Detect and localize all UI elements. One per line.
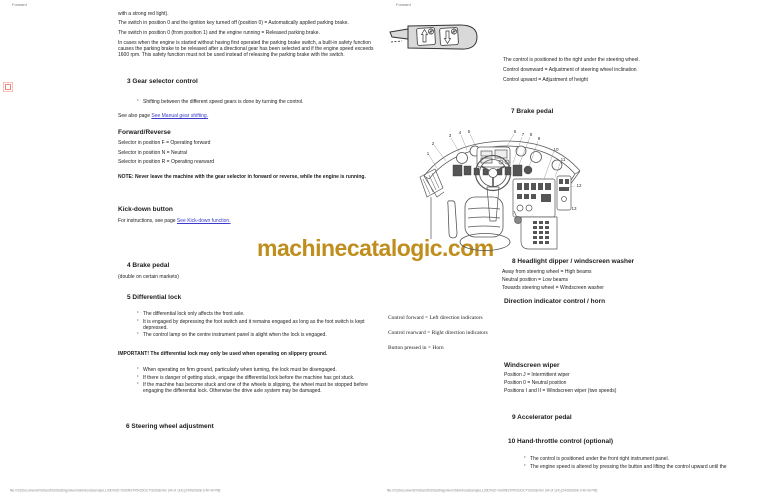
cab-interior-diagram bbox=[417, 121, 593, 253]
callout-number: 12 bbox=[576, 183, 582, 188]
kick-down-prefix: For instructions, see page bbox=[118, 218, 177, 224]
list-item: · The control is positioned under the front right instrument panel. bbox=[524, 456, 756, 462]
gauge bbox=[457, 153, 468, 164]
heading-brake-pedal-4: 4 Brake pedal bbox=[127, 262, 170, 269]
selector-r-line: Selector in position R = Operating rearward bbox=[118, 159, 215, 165]
seat-back-lines bbox=[468, 208, 500, 227]
wheel-hub bbox=[489, 169, 498, 178]
heading-brake-pedal-7: 7 Brake pedal bbox=[511, 108, 554, 115]
brake-pedal-subnote: (double on certain markets) bbox=[118, 274, 179, 280]
footer-path-left: file:///C|/Documents%20and%20Settings/Hem/Skrivbord/sampleL120D%20-%20INSTR%20OCT%2008.htm (44 of 114) [24/09/2008 3:40:49 PM] bbox=[10, 488, 221, 493]
see-also-line bbox=[118, 113, 380, 119]
callout-number: 5 bbox=[467, 129, 471, 134]
switch-panel bbox=[513, 165, 522, 176]
steering-column-lever-illustration bbox=[388, 19, 480, 55]
wiper-line-2: Position 0 = Neutral position bbox=[504, 380, 567, 386]
heading-gear-selector: 3 Gear selector control bbox=[127, 78, 198, 85]
heading-steering-wheel-adjustment: 6 Steering wheel adjustment bbox=[126, 423, 214, 430]
manual-gear-shifting-link[interactable]: See Manual gear shifting bbox=[151, 113, 207, 119]
lever-caption-3: Control upward = Adjustment of height bbox=[503, 77, 588, 83]
wiper-line-1: Position J = Intermittent wiper bbox=[504, 372, 570, 378]
see-also-suffix: . bbox=[206, 113, 209, 119]
see-also-prefix: See also page bbox=[118, 113, 152, 119]
paragraph-switch-0-off: The switch in position 0 and the ignition key turned off (position 0) = Automatically applied parking brake. bbox=[118, 20, 349, 26]
kick-down-line bbox=[118, 218, 380, 224]
headlight-line-2: Neutral position = Low beams bbox=[502, 277, 569, 283]
switch-panel bbox=[464, 166, 471, 175]
list-item: · The control lamp on the centre instrument panel is alight when the lock is engaged. bbox=[137, 332, 377, 338]
heading-headlight-dipper: 8 Headlight dipper / windscreen washer bbox=[512, 258, 635, 265]
steering-column bbox=[487, 187, 499, 221]
page-header-left: Forward bbox=[12, 2, 27, 7]
lever-svg bbox=[388, 19, 480, 55]
list-item: · If the machine has become stuck and one of the wheels is slipping, the wheel must be stopped before engaging the differential lock. Otherwise the drive axle system may be damaged. bbox=[137, 382, 377, 394]
direction-line-3: Button pressed in = Horn bbox=[388, 345, 444, 351]
gear-bullet-list bbox=[137, 99, 377, 107]
heading-accelerator-pedal: 9 Accelerator pedal bbox=[512, 414, 572, 421]
important-text: IMPORTANT! The differential lock may only be used when operating on slippery ground. bbox=[118, 351, 328, 357]
paragraph-safety-function: In cases when the engine is started without having first operated the parking brake switch, a built-in safety function causes the parking brake to be released after a directional gear has been selected and if the engine speed exceeds 1600 rpm. This safety function must not be used instead of releasing the parking brake with the switch. bbox=[118, 40, 374, 58]
motion-dashes bbox=[391, 41, 402, 42]
control-knob bbox=[524, 166, 532, 174]
watermark-text: machinecatalogic.com bbox=[257, 235, 494, 261]
heading-direction-indicator: Direction indicator control / horn bbox=[504, 298, 606, 305]
kick-down-suffix: . bbox=[229, 218, 231, 224]
differential-lock-bullets bbox=[137, 311, 377, 340]
kick-down-function-link[interactable]: See Kick-down function bbox=[176, 218, 230, 224]
footer-path-right: file:///C|/Documents%20and%20Settings/Hem/Skrivbord/sampleL120D%20-%20INSTR%20OCT%2008.htm (44 of 114) [24/09/2008 3:40:49 PM] bbox=[387, 488, 598, 493]
wiper-line-3: Positions I and II = Windscreen wiper (two speeds) bbox=[504, 388, 617, 394]
list-item: · The differential lock only affects the front axle. bbox=[137, 311, 377, 317]
note-text: NOTE: Never leave the machine with the gear selector in forward or reverse, while the engine is running. bbox=[118, 174, 366, 180]
heading-windscreen-wiper: Windscreen wiper bbox=[504, 362, 560, 369]
paragraph-red-light: with a strong red light). bbox=[118, 11, 169, 17]
lever-caption-1: The control is positioned to the right under the steering wheel. bbox=[503, 57, 640, 63]
callout-number: 1 bbox=[426, 151, 430, 156]
headlight-line-3: Towards steering wheel = Windscreen washer bbox=[502, 285, 604, 291]
differential-lock-bullets-2 bbox=[137, 367, 377, 396]
heading-hand-throttle: 10 Hand-throttle control (optional) bbox=[508, 438, 614, 445]
console-lever-knob bbox=[515, 217, 522, 224]
list-item: · If there is danger of getting stuck, engage the differential lock before the machine has got stuck. bbox=[137, 375, 377, 381]
callout-number: 13 bbox=[571, 206, 577, 211]
foot-pedal bbox=[420, 169, 443, 197]
direction-line-2: Control rearward = Right direction indicators bbox=[388, 330, 488, 336]
lever-caption-2: Control downward = Adjustment of steering wheel inclination bbox=[503, 67, 637, 73]
direction-line-1: Control forward = Left direction indicators bbox=[388, 315, 483, 321]
callout-number: 7 bbox=[521, 132, 525, 137]
list-item: · The engine speed is altered by pressing the button and lifting the control upward until the bbox=[524, 464, 756, 470]
callout-number: 8 bbox=[529, 132, 533, 137]
callout-number: 3 bbox=[448, 133, 452, 138]
callout-number: 4 bbox=[458, 130, 462, 135]
paragraph-switch-0-running: The switch in position 0 (from position 1) and the engine running = Released parking brake. bbox=[118, 30, 320, 36]
heading-differential-lock: 5 Differential lock bbox=[127, 294, 182, 301]
heading-forward-reverse: Forward/Reverse bbox=[118, 129, 171, 136]
seat-cushion bbox=[460, 234, 510, 251]
list-item: · Shifting between the different speed gears is done by turning the control. bbox=[137, 99, 377, 105]
armrest bbox=[448, 201, 457, 238]
callout-number: 2 bbox=[431, 141, 435, 146]
list-item: · It is engaged by depressing the foot switch and it remains engaged as long as the foot switch is kept depressed. bbox=[137, 319, 377, 331]
cab-diagram-svg bbox=[417, 121, 593, 253]
selector-n-line: Selector in position N = Neutral bbox=[118, 150, 188, 156]
headlight-line-1: Away from steering wheel = High beams bbox=[502, 269, 592, 275]
annotation-marker-inner bbox=[5, 84, 11, 90]
selector-f-line: Selector in position F = Operating forward bbox=[118, 140, 211, 146]
lever-stem bbox=[390, 29, 408, 39]
list-item: · When operating on firm ground, particularly when turning, the lock must be disengaged. bbox=[137, 367, 377, 373]
callout-number: 11 bbox=[560, 157, 566, 162]
heading-kick-down: Kick-down button bbox=[118, 206, 173, 213]
gauge bbox=[531, 152, 542, 163]
annotation-marker-box bbox=[3, 82, 13, 92]
switch-panel bbox=[453, 165, 462, 176]
callout-number: 10 bbox=[553, 147, 559, 152]
callout-number: 9 bbox=[537, 136, 541, 141]
hand-throttle-bullets bbox=[524, 456, 756, 471]
callout-number: 6 bbox=[513, 129, 517, 134]
page-header-right: Forward bbox=[396, 2, 411, 7]
